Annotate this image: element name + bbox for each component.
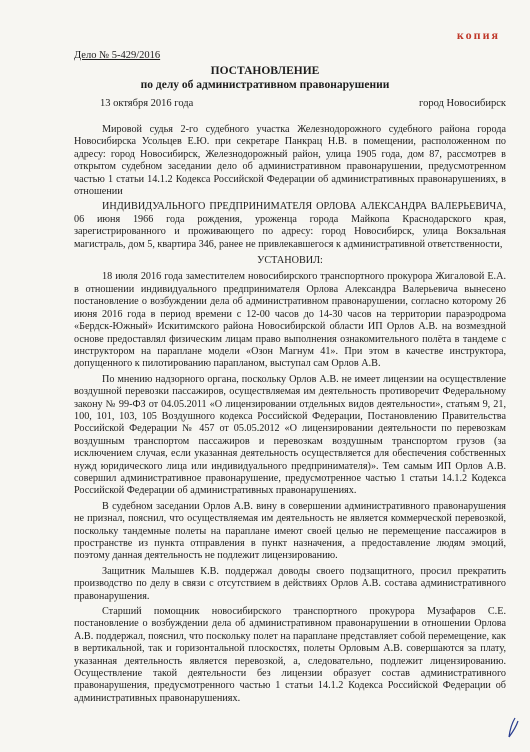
signature-mark xyxy=(506,717,520,744)
paragraph: В судебном заседании Орлов А.В. вину в совершении административного правонарушения не признал, пояснил, что осуществляемая им деятельность не является коммерческой перевозкой, поскольку тандемные полеты на параплане имеют своей целью не перемещение пассажиров в пространстве из пункта отправления в пункт назначения, а предоставление людям эмоций, поэтому данная деятельность не подлежит лицензированию. xyxy=(74,500,506,562)
paragraph: Старший помощник новосибирского транспортного прокурора Музафаров С.Е. постановление о возбуждении дела об административном правонарушении в отношении Орлова А.В. поддержал, пояснил, что поскольку полет на параплане представляет собой перемещение, как в вертикальной, так и горизонтальной плоскостях, полеты Орловым А.В. совершаются за плату, указанная деятельность является перевозкой, а, следовательно, подлежит лицензированию. Осуществление такой деятельности без лицензии образует состав административного правонарушения, предусмотренного частью 1 статьи 14.1.2 Кодекса Российской Федерации об административных правонарушениях. xyxy=(74,606,506,704)
document-city: город Новосибирск xyxy=(419,98,506,109)
document-subtitle: по делу об административном правонарушении xyxy=(140,79,390,91)
document-body xyxy=(74,124,506,708)
paragraph: Мировой судья 2-го судебного участка Железнодорожного судебного района города Новосибирска Усольцев Е.Ю. при секретаре Панкрац Н.В. в помещении, расположенном по адресу: город Новосибирск, Железнодорожный район, улица 1905 года, дом 87, рассмотрев в открытом судебном заседании дело об административном правонарушении, предусмотренном частью 1 статьи 14.1.2 Кодекса Российской Федерации об административных правонарушениях, в отношении xyxy=(74,124,506,198)
document-date: 13 октября 2016 года xyxy=(100,98,194,109)
paragraph: ИНДИВИДУАЛЬНОГО ПРЕДПРИНИМАТЕЛЯ ОРЛОВА АЛЕКСАНДРА ВАЛЕРЬЕВИЧА, 06 июня 1966 года рождения, уроженца города Майкопа Краснодарского края, зарегистрированного и проживающего по адресу: город Новосибирск, улица Вокзальная магистраль, дом 5, квартира 346, ранее не привлекавшегося к административной ответственности, xyxy=(74,201,506,250)
section-heading: УСТАНОВИЛ: xyxy=(257,255,323,267)
date-line xyxy=(100,98,506,109)
document-title: ПОСТАНОВЛЕНИЕ xyxy=(210,65,320,77)
paragraph: 18 июля 2016 года заместителем новосибирского транспортного прокурора Жигаловой Е.А. в отношении индивидуального предпринимателя Орлова Александра Валерьевича вынесено постановление о возбуждении дела об административном правонарушении, согласно которому 26 июня 2016 года в период времени с 12-00 часов до 14-30 часов на территории параэродрома «Бердск-Южный» Искитимского района Новосибирской области ИП Орлов А.В. на возмездной основе предоставлял физическим лицам право выполнения ознакомительного полёта в тандеме с инструктором на параплане модели «Озон Магнум 41». При этом в качестве инструктора, допущенного к пилотированию парапланом, выступал сам Орлов А.В. xyxy=(74,271,506,370)
document-title-block xyxy=(0,64,530,92)
case-number: Дело № 5-429/2016 xyxy=(74,50,161,61)
paragraph: Защитник Малышев К.В. поддержал доводы своего подзащитного, просил прекратить производство по делу в связи с отсутствием в действиях Орлов А.В. состава административного правонарушения. xyxy=(74,565,506,602)
copy-stamp: копия xyxy=(456,28,500,42)
paragraph: По мнению надзорного органа, поскольку Орлов А.В. не имеет лицензии на осуществление воздушной перевозки пассажиров, осуществляемая им деятельность противоречит Федеральному закону № 99-ФЗ от 04.05.2011 «О лицензировании отдельных видов деятельности», статьям 9, 21, 100, 101, 103, 105 Воздушного кодекса Российской Федерации, Постановлению Правительства Российской Федерации № 457 от 05.05.2012 «О лицензировании деятельности по перевозкам воздушным транспортом пассажиров и перевозкам воздушным транспортом грузов (за исключением случая, если указанная деятельность осуществляется для обеспечения собственных нужд юридического лица или индивидуального предпринимателя)». Тем самым ИП Орлов А.В. совершил административное правонарушение, предусмотренное частью 1 статьи 14.1.2 Кодекса Российской Федерации об административных правонарушениях. xyxy=(74,373,506,497)
